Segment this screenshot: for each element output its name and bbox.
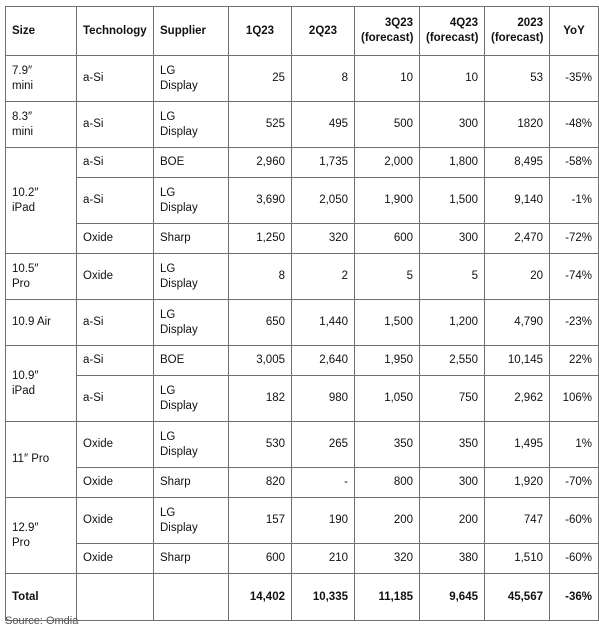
size-cell — [6, 346, 77, 422]
value-cell-q2: 2,640 — [292, 346, 355, 376]
size-label: 7.9″ — [12, 64, 33, 77]
header-2023 — [485, 7, 550, 56]
source-note: Source: Omdia — [5, 615, 79, 627]
supplier-label: LG — [160, 430, 176, 443]
value-cell-y2023: 10,145 — [485, 346, 550, 376]
value-cell-q2: 1,735 — [292, 148, 355, 178]
total-value-q3: 11,185 — [355, 574, 420, 621]
value-cell-y2023: 2,470 — [485, 224, 550, 254]
value-cell-q2: 2,050 — [292, 178, 355, 224]
value-cell-q4: 300 — [420, 102, 485, 148]
technology-cell: Oxide — [77, 224, 154, 254]
value-cell-q3: 1,950 — [355, 346, 420, 376]
value-cell-yoy: -70% — [550, 468, 599, 498]
supplier-cell — [154, 422, 229, 468]
supplier-label: Display — [160, 125, 198, 138]
table-row — [6, 346, 599, 376]
supplier-cell — [154, 468, 229, 498]
value-cell-q3: 2,000 — [355, 148, 420, 178]
total-value-yoy: -36% — [550, 574, 599, 621]
value-cell-yoy: -23% — [550, 300, 599, 346]
value-cell-q1: 8 — [229, 254, 292, 300]
table-row — [6, 254, 599, 300]
value-cell-q2: 2 — [292, 254, 355, 300]
size-cell — [6, 102, 77, 148]
header-row — [6, 7, 599, 56]
value-cell-q4: 750 — [420, 376, 485, 422]
value-cell-q1: 2,960 — [229, 148, 292, 178]
header-2023-line1: 2023 — [517, 17, 543, 29]
total-value-y2023: 45,567 — [485, 574, 550, 621]
value-cell-q1: 600 — [229, 544, 292, 574]
value-cell-q2: 210 — [292, 544, 355, 574]
value-cell-q2: 8 — [292, 56, 355, 102]
value-cell-q1: 3,005 — [229, 346, 292, 376]
technology-cell: a-Si — [77, 346, 154, 376]
size-label: 10.2″ — [12, 186, 39, 199]
supplier-label: Display — [160, 323, 198, 336]
table-body — [6, 56, 599, 621]
header-4q23-line2: (forecast) — [426, 32, 479, 44]
header-1q23: 1Q23 — [229, 7, 292, 56]
supplier-label: LG — [160, 384, 176, 397]
value-cell-q3: 1,900 — [355, 178, 420, 224]
value-cell-q1: 650 — [229, 300, 292, 346]
size-label: 10.9 Air — [12, 316, 51, 328]
value-cell-q3: 1,500 — [355, 300, 420, 346]
value-cell-q3: 200 — [355, 498, 420, 544]
size-label: 12.9″ — [12, 521, 39, 534]
value-cell-yoy: 1% — [550, 422, 599, 468]
value-cell-y2023: 2,962 — [485, 376, 550, 422]
technology-cell: Oxide — [77, 254, 154, 300]
value-cell-q4: 2,550 — [420, 346, 485, 376]
supplier-label: Display — [160, 399, 198, 412]
table-row — [6, 224, 599, 254]
header-technology: Technology — [77, 7, 154, 56]
value-cell-q1: 525 — [229, 102, 292, 148]
header-size: Size — [6, 7, 77, 56]
size-cell — [6, 300, 77, 346]
size-label: 10.5″ — [12, 262, 39, 275]
value-cell-q4: 200 — [420, 498, 485, 544]
technology-cell: a-Si — [77, 178, 154, 224]
table-row — [6, 422, 599, 468]
technology-cell: Oxide — [77, 498, 154, 544]
table-row — [6, 544, 599, 574]
value-cell-q4: 300 — [420, 468, 485, 498]
value-cell-y2023: 1,510 — [485, 544, 550, 574]
value-cell-y2023: 747 — [485, 498, 550, 544]
value-cell-q1: 1,250 — [229, 224, 292, 254]
value-cell-q4: 300 — [420, 224, 485, 254]
value-cell-q4: 5 — [420, 254, 485, 300]
supplier-label: Display — [160, 201, 198, 214]
value-cell-q3: 800 — [355, 468, 420, 498]
shipments-table — [5, 6, 599, 621]
size-label: mini — [12, 79, 34, 92]
header-3q23-line1: 3Q23 — [384, 17, 413, 29]
table-row — [6, 498, 599, 544]
value-cell-q2: 1,440 — [292, 300, 355, 346]
value-cell-q4: 1,800 — [420, 148, 485, 178]
value-cell-q1: 25 — [229, 56, 292, 102]
table-row — [6, 56, 599, 102]
value-cell-yoy: -74% — [550, 254, 599, 300]
supplier-label: LG — [160, 64, 176, 77]
size-label: 8.3″ — [12, 110, 33, 123]
technology-cell: Oxide — [77, 422, 154, 468]
value-cell-q2: - — [292, 468, 355, 498]
technology-cell: Oxide — [77, 468, 154, 498]
table-row — [6, 300, 599, 346]
value-cell-yoy: -35% — [550, 56, 599, 102]
value-cell-q1: 820 — [229, 468, 292, 498]
supplier-cell — [154, 346, 229, 376]
value-cell-yoy: -60% — [550, 498, 599, 544]
size-cell — [6, 56, 77, 102]
technology-cell: a-Si — [77, 102, 154, 148]
total-value-q4: 9,645 — [420, 574, 485, 621]
technology-cell: a-Si — [77, 300, 154, 346]
supplier-cell — [154, 498, 229, 544]
value-cell-yoy: -1% — [550, 178, 599, 224]
technology-cell: a-Si — [77, 376, 154, 422]
size-cell — [6, 254, 77, 300]
value-cell-y2023: 9,140 — [485, 178, 550, 224]
supplier-label: BOE — [160, 156, 185, 168]
supplier-label: LG — [160, 262, 176, 275]
supplier-cell — [154, 300, 229, 346]
value-cell-q1: 3,690 — [229, 178, 292, 224]
value-cell-q1: 530 — [229, 422, 292, 468]
value-cell-q4: 1,200 — [420, 300, 485, 346]
size-label: iPad — [12, 384, 36, 397]
supplier-label: LG — [160, 110, 176, 123]
value-cell-q3: 600 — [355, 224, 420, 254]
table-row — [6, 102, 599, 148]
supplier-cell — [154, 56, 229, 102]
value-cell-yoy: -72% — [550, 224, 599, 254]
supplier-cell — [154, 254, 229, 300]
size-label: Pro — [12, 277, 30, 290]
value-cell-q3: 350 — [355, 422, 420, 468]
total-supplier-cell — [154, 574, 229, 621]
technology-cell: a-Si — [77, 56, 154, 102]
value-cell-q3: 5 — [355, 254, 420, 300]
table-row — [6, 148, 599, 178]
table-row — [6, 468, 599, 498]
header-2q23-label: 2Q23 — [308, 24, 338, 37]
table-row — [6, 376, 599, 422]
value-cell-q4: 1,500 — [420, 178, 485, 224]
supplier-cell — [154, 544, 229, 574]
value-cell-q3: 500 — [355, 102, 420, 148]
value-cell-q4: 350 — [420, 422, 485, 468]
value-cell-y2023: 1,920 — [485, 468, 550, 498]
size-cell — [6, 422, 77, 498]
size-label: iPad — [12, 201, 36, 214]
size-cell — [6, 148, 77, 254]
size-cell — [6, 498, 77, 574]
header-4q23 — [420, 7, 485, 56]
supplier-cell — [154, 102, 229, 148]
supplier-label: LG — [160, 308, 176, 321]
supplier-label: Display — [160, 445, 198, 458]
header-yoy: YoY — [550, 7, 599, 56]
value-cell-y2023: 20 — [485, 254, 550, 300]
supplier-cell — [154, 148, 229, 178]
value-cell-q2: 980 — [292, 376, 355, 422]
total-value-q1: 14,402 — [229, 574, 292, 621]
value-cell-q1: 182 — [229, 376, 292, 422]
total-row — [6, 574, 599, 621]
value-cell-y2023: 8,495 — [485, 148, 550, 178]
value-cell-y2023: 4,790 — [485, 300, 550, 346]
header-2q23 — [292, 7, 355, 56]
value-cell-q4: 10 — [420, 56, 485, 102]
value-cell-yoy: -48% — [550, 102, 599, 148]
total-value-q2: 10,335 — [292, 574, 355, 621]
value-cell-y2023: 53 — [485, 56, 550, 102]
value-cell-yoy: 106% — [550, 376, 599, 422]
value-cell-y2023: 1820 — [485, 102, 550, 148]
supplier-label: Sharp — [160, 232, 191, 244]
total-technology-cell — [77, 574, 154, 621]
supplier-cell — [154, 224, 229, 254]
supplier-label: Sharp — [160, 476, 191, 488]
size-label: Pro — [12, 536, 30, 549]
header-3q23-line2: (forecast) — [361, 32, 414, 44]
size-label: 10.9″ — [12, 369, 39, 382]
supplier-label: LG — [160, 186, 176, 199]
supplier-cell — [154, 178, 229, 224]
value-cell-yoy: -60% — [550, 544, 599, 574]
header-2023-line2: (forecast) — [491, 32, 544, 44]
supplier-label: Display — [160, 277, 198, 290]
supplier-label: LG — [160, 506, 176, 519]
value-cell-q3: 10 — [355, 56, 420, 102]
value-cell-yoy: -58% — [550, 148, 599, 178]
technology-cell: Oxide — [77, 544, 154, 574]
supplier-cell — [154, 376, 229, 422]
value-cell-q1: 157 — [229, 498, 292, 544]
technology-cell: a-Si — [77, 148, 154, 178]
supplier-label: Display — [160, 521, 198, 534]
value-cell-yoy: 22% — [550, 346, 599, 376]
value-cell-q3: 320 — [355, 544, 420, 574]
value-cell-q2: 495 — [292, 102, 355, 148]
size-label: 11″ Pro — [12, 453, 50, 465]
value-cell-y2023: 1,495 — [485, 422, 550, 468]
value-cell-q3: 1,050 — [355, 376, 420, 422]
size-label: mini — [12, 125, 34, 138]
header-3q23 — [355, 7, 420, 56]
value-cell-q2: 190 — [292, 498, 355, 544]
header-supplier: Supplier — [154, 7, 229, 56]
supplier-label: Display — [160, 79, 198, 92]
supplier-label: Sharp — [160, 552, 191, 564]
value-cell-q2: 265 — [292, 422, 355, 468]
header-4q23-line1: 4Q23 — [449, 17, 478, 29]
total-label: Total — [6, 574, 77, 621]
supplier-label: BOE — [160, 354, 185, 366]
table-row — [6, 178, 599, 224]
value-cell-q4: 380 — [420, 544, 485, 574]
value-cell-q2: 320 — [292, 224, 355, 254]
